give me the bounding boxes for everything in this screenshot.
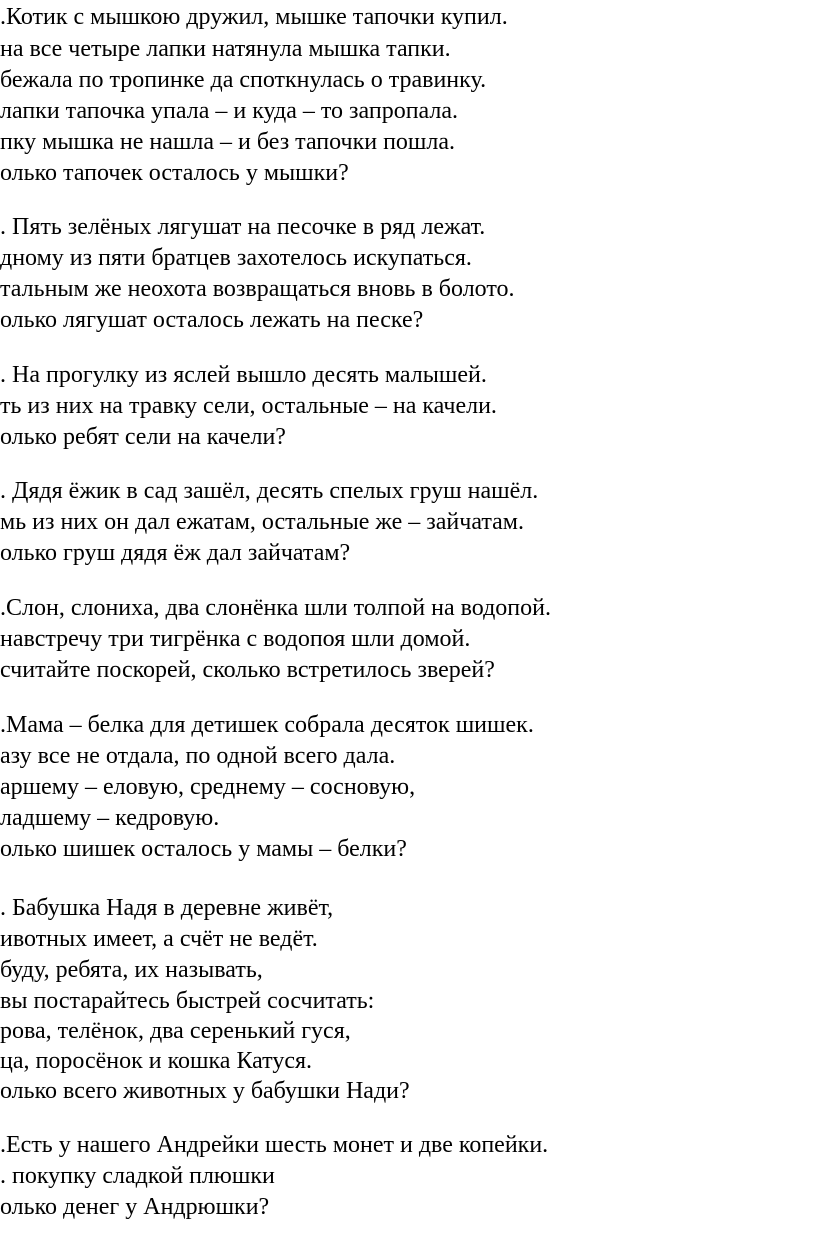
problem-4-line-1: . Дядя ёжик в сад зашёл, десять спелых груш нашёл.: [0, 478, 539, 504]
problem-7-line-4: вы постарайтесь быстрей сосчитать:: [0, 988, 375, 1014]
problem-7-line-2: ивотных имеет, а счёт не ведёт.: [0, 926, 318, 952]
problem-2-line-4: олько лягушат осталось лежать на песке?: [0, 307, 424, 333]
problem-4-line-3: олько груш дядя ёж дал зайчатам?: [0, 540, 351, 566]
problem-5-line-3: считайте поскорей, сколько встретилось зверей?: [0, 657, 495, 683]
problem-1-line-1: .Котик с мышкою дружил, мышке тапочки купил.: [0, 4, 508, 30]
problem-1-line-5: пку мышка не нашла – и без тапочки пошла.: [0, 129, 456, 155]
problem-8-line-3: олько денег у Андрюшки?: [0, 1194, 270, 1220]
problem-6-line-3: аршему – еловую, среднему – сосновую,: [0, 774, 416, 800]
problem-1-line-4: лапки тапочка упала – и куда – то запропала.: [0, 98, 459, 124]
problem-3-line-2: ть из них на травку сели, остальные – на качели.: [0, 393, 497, 419]
problem-7-line-3: буду, ребята, их называть,: [0, 957, 263, 983]
problem-2-line-1: . Пять зелёных лягушат на песочке в ряд лежат.: [0, 214, 486, 240]
problem-6-line-1: .Мама – белка для детишек собрала десяток шишек.: [0, 712, 534, 738]
problem-3-line-3: олько ребят сели на качели?: [0, 424, 286, 450]
problem-8-line-2: . покупку сладкой плюшки: [0, 1163, 275, 1189]
problem-4-line-2: мь из них он дал ежатам, остальные же – зайчатам.: [0, 509, 524, 535]
problem-6-line-2: азу все не отдала, по одной всего дала.: [0, 743, 396, 769]
problem-8-line-1: .Есть у нашего Андрейки шесть монет и две копейки.: [0, 1132, 549, 1158]
problem-1-line-3: бежала по тропинке да споткнулась о травинку.: [0, 67, 487, 93]
problem-6-line-5: олько шишек осталось у мамы – белки?: [0, 836, 407, 862]
problem-3-line-1: . На прогулку из яслей вышло десять малышей.: [0, 362, 487, 388]
problem-7-line-7: олько всего животных у бабушки Нади?: [0, 1078, 410, 1104]
problem-2-line-3: тальным же неохота возвращаться вновь в болото.: [0, 276, 515, 302]
problem-2-line-2: дному из пяти братцев захотелось искупаться.: [0, 245, 472, 271]
problem-6-line-4: ладшему – кедровую.: [0, 805, 220, 831]
problem-5-line-1: .Слон, слониха, два слонёнка шли толпой на водопой.: [0, 595, 551, 621]
problem-7-line-1: . Бабушка Надя в деревне живёт,: [0, 895, 334, 921]
problem-1-line-2: на все четыре лапки натянула мышка тапки.: [0, 36, 451, 62]
problem-7-line-6: ца, поросёнок и кошка Катуся.: [0, 1048, 313, 1074]
problem-5-line-2: навстречу три тигрёнка с водопоя шли домой.: [0, 626, 471, 652]
problem-1-line-6: олько тапочек осталось у мышки?: [0, 160, 349, 186]
problem-7-line-5: рова, телёнок, два серенький гуся,: [0, 1018, 351, 1044]
